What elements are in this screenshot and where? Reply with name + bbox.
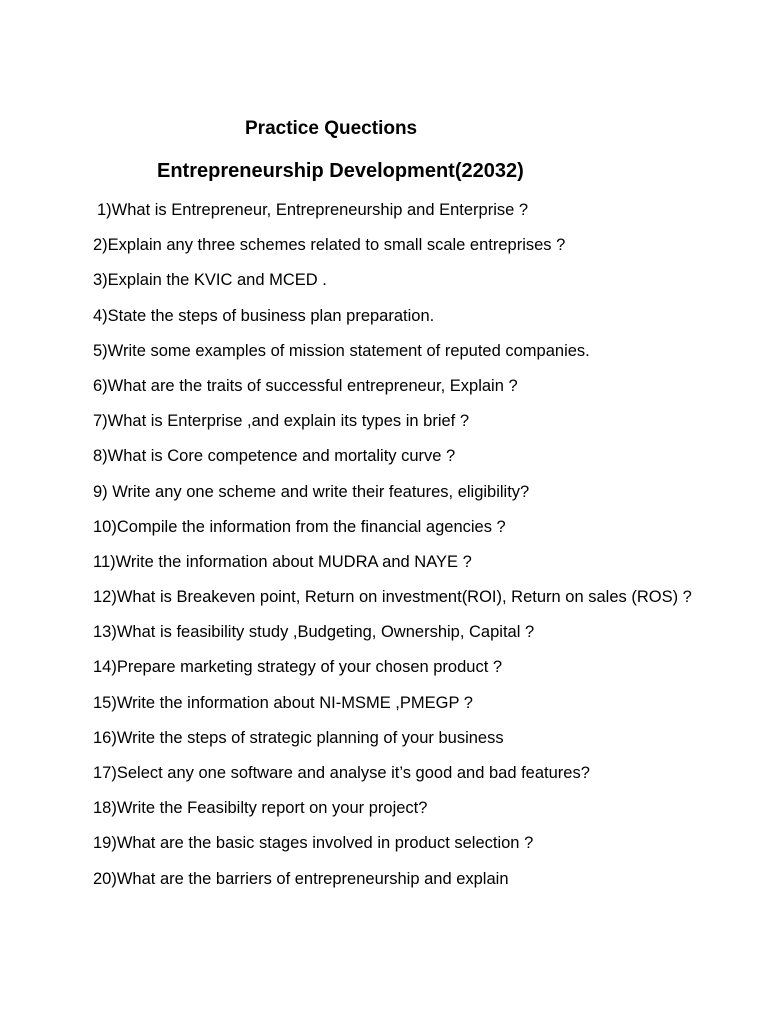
question-item: 7)What is Enterprise ,and explain its types in brief ? <box>93 412 470 431</box>
question-item: 4)State the steps of business plan preparation. <box>93 306 435 325</box>
document-title: Practice Quections <box>245 118 418 139</box>
question-item: 8)What is Core competence and mortality curve ? <box>93 447 456 466</box>
question-item: 15)Write the information about NI-MSME ,PMEGP ? <box>93 693 473 712</box>
question-item: 2)Explain any three schemes related to small scale entreprises ? <box>93 236 566 255</box>
question-item: 1)What is Entrepreneur, Entrepreneurship and Enterprise ? <box>97 201 529 219</box>
question-item: 14)Prepare marketing strategy of your chosen product ? <box>93 658 503 677</box>
question-item: 17)Select any one software and analyse it’s good and bad features? <box>93 764 590 782</box>
question-list <box>93 200 693 904</box>
question-item: 20)What are the barriers of entrepreneurship and explain <box>93 869 509 888</box>
question-item: 9) Write any one scheme and write their features, eligibility? <box>93 482 530 501</box>
question-item: 13)What is feasibility study ,Budgeting, Ownership, Capital ? <box>93 623 535 642</box>
question-item: 11)Write the information about MUDRA and NAYE ? <box>93 552 472 571</box>
question-item: 19)What are the basic stages involved in product selection ? <box>93 834 534 853</box>
question-item: 18)Write the Feasibilty report on your project? <box>93 799 428 818</box>
question-item: 6)What are the traits of successful entrepreneur, Explain ? <box>93 376 518 395</box>
question-item: 12)What is Breakeven point, Return on investment(ROI), Return on sales (ROS) ? <box>93 588 692 607</box>
question-item: 3)Explain the KVIC and MCED . <box>93 271 327 290</box>
question-item: 10)Compile the information from the financial agencies ? <box>93 517 506 536</box>
document-subtitle: Entrepreneurship Development(22032) <box>157 160 524 182</box>
question-item: 16)Write the steps of strategic planning of your business <box>93 728 504 747</box>
question-item: 5)Write some examples of mission statement of reputed companies. <box>93 341 590 360</box>
